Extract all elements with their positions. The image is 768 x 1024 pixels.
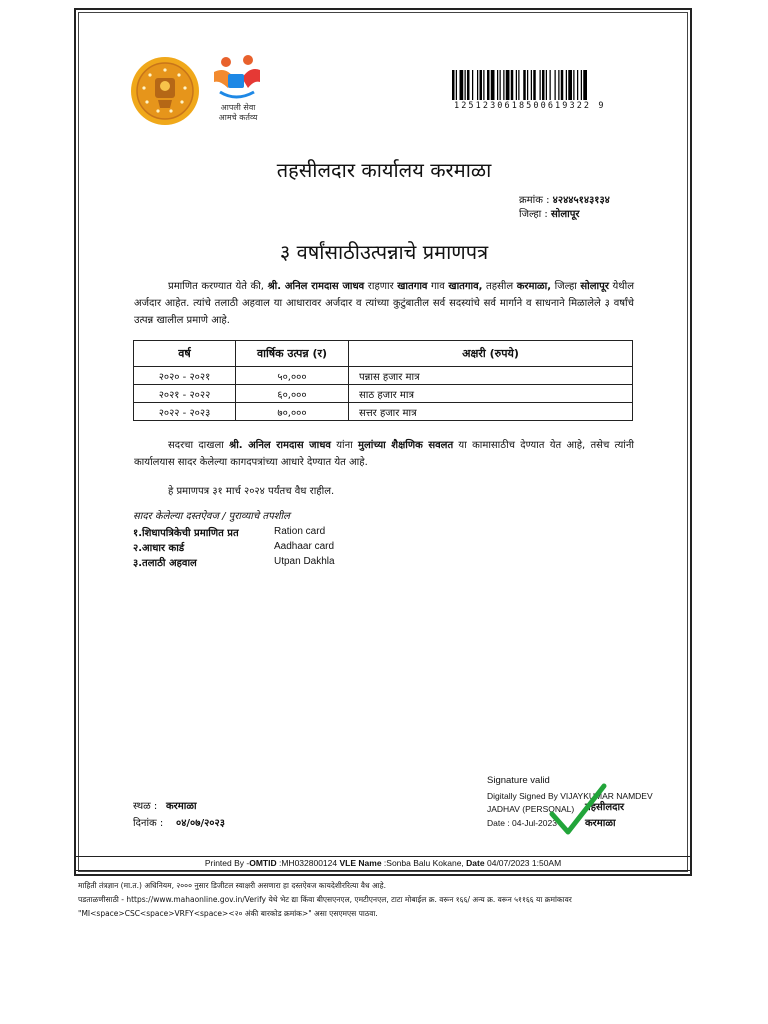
reference-district-label: जिल्हा :: [519, 209, 548, 220]
omtid-label: OMTID: [249, 858, 277, 868]
income-cell: ५०,०००: [236, 367, 349, 385]
logo-caption: [206, 103, 270, 123]
income-table: [133, 340, 633, 421]
signature-line: JADHAV (PERSONAL): [487, 804, 575, 814]
words-cell: साठ हजार मात्र: [349, 385, 633, 403]
logo-caption-line2: आमचे कर्तव्य: [218, 113, 258, 122]
purpose-text: या कामासाठीच देण्यात येत आहे, तसेच त्यांनी कार्यालयास सादर केलेल्या कागदपत्रांच्या आधारे देण्यात येत आहे.: [134, 440, 634, 468]
intro-text: गाव: [431, 281, 445, 292]
words-cell: पन्नास हजार मात्र: [349, 367, 633, 385]
reference-number-label: क्रमांक :: [519, 195, 550, 206]
intro-paragraph: [134, 278, 634, 329]
document-value: Aadhaar card: [274, 541, 335, 552]
village-name: खातगाव,: [448, 281, 483, 292]
year-cell: २०२० - २०२१: [134, 367, 236, 385]
omtid-value: :MH032800124: [278, 858, 338, 868]
document-label: १.शिधापत्रिकेची प्रमाणित प्रत: [133, 528, 239, 539]
column-header: अक्षरी (रुपये): [349, 341, 633, 367]
certificate-title: ३ वर्षांसाठीउत्पन्नाचे प्रमाणपत्र: [279, 240, 489, 264]
footnote-line: पडताळणीसाठी - https://www.mahaonline.gov.in/Verify येथे भेट द्या किंवा बीएसएनएल, एमटीएनएल, टाटा मोबाईल क्र. वरून १६६/ अन्य क्र. वरून ५११६६ या क्रमांकावर: [78, 895, 572, 904]
words-cell: सत्तर हजार मात्र: [349, 403, 633, 421]
income-cell: ६०,०००: [236, 385, 349, 403]
document-value: Ration card: [274, 526, 326, 537]
table-row: [134, 385, 633, 403]
district-name: सोलापूर: [580, 281, 609, 292]
office-title: तहसीलदार कार्यालय करमाळा: [276, 158, 492, 182]
signature-check-icon: [548, 782, 608, 838]
signature-line: Date : 04-Jul-2023: [487, 818, 557, 828]
table-row: [134, 367, 633, 385]
footnote-line: माहिती तंत्रज्ञान (मा.त.) अधिनियम, २००० नुसार डिजीटल स्वाक्षरी असणारा हा दस्तऐवज कायदेशीररित्या वैध आहे.: [78, 881, 387, 890]
reference-number: [519, 192, 610, 206]
signature-valid-text: Signature valid: [487, 775, 550, 786]
intro-text: येथील अर्जदार आहेत. त्यांचे तलाठी अहवाल या आधारावर अर्जदार व त्यांच्या कुटुंबातील सर्व सदस्यांचे सर्व मार्गाने व साधनाने मिळालेले ३ वर्षांचे उत्पन्न खालील प्रमाणे आहे.: [134, 281, 635, 326]
intro-text: जिल्हा: [554, 281, 577, 292]
reference-district-value: सोलापूर: [550, 209, 580, 220]
document-label: ३.तलाठी अहवाल: [133, 558, 197, 569]
place-value: करमाळा: [166, 801, 197, 812]
barcode-icon: [452, 70, 638, 100]
column-header: वार्षिक उत्पन्न (र): [236, 341, 349, 367]
logo-caption-line1: आपली सेवा: [220, 103, 256, 112]
maharashtra-emblem-icon: [130, 56, 200, 126]
intro-text: प्रमाणित करण्यात येते की,: [168, 281, 264, 292]
documents-heading: सादर केलेल्या दस्तऐवज / पुराव्याचे तपशील: [133, 511, 290, 522]
year-cell: २०२१ - २०२२: [134, 385, 236, 403]
village-name: खातगाव: [397, 281, 428, 292]
column-header: वर्ष: [134, 341, 236, 367]
vle-label: VLE Name: [339, 858, 382, 868]
printed-by-label: Printed By -: [204, 858, 250, 868]
applicant-name: श्री. अनिल रामदास जाधव: [267, 281, 365, 292]
printed-by-bar: [76, 856, 690, 871]
income-table-header: [134, 341, 633, 367]
reference-number-value: ४२४४५१४३१३४: [552, 195, 610, 206]
applicant-name: श्री. अनिल रामदास जाधव: [229, 440, 331, 451]
income-cell: ७०,०००: [236, 403, 349, 421]
tahsil-name: करमाळा,: [516, 281, 552, 292]
reference-district: [519, 206, 579, 220]
print-date-value: 04/07/2023 1:50AM: [486, 858, 562, 868]
table-row: [134, 403, 633, 421]
purpose-text: सदरचा दाखला: [168, 440, 224, 451]
print-date-label: Date: [466, 858, 485, 868]
vle-value: :Sonba Balu Kokane,: [383, 858, 464, 868]
intro-text: तहसील: [486, 281, 514, 292]
footnote-line: "MI<space>CSC<space>VRFY<space><२० अंकी बारकोड क्रमांक>" असा एसएमएस पाठवा.: [78, 909, 378, 918]
signature-line: Digitally Signed By VIJAYKUMAR NAMDEV: [487, 791, 653, 801]
validity-text: हे प्रमाणपत्र ३१ मार्च २०२४ पर्यंतच वैध राहील.: [168, 486, 335, 497]
purpose-text: यांना: [336, 440, 353, 451]
place-label: स्थळ :: [133, 801, 158, 812]
date-label: दिनांक :: [133, 818, 164, 829]
document-value: Utpan Dakhla: [274, 556, 335, 567]
intro-text: राहणार: [367, 281, 394, 292]
signatory-office: करमाळा: [585, 818, 616, 829]
signatory-title: तहसीलदार: [585, 802, 625, 813]
year-cell: २०२२ - २०२३: [134, 403, 236, 421]
document-label: २.आधार कार्ड: [133, 543, 185, 554]
purpose-value: मुलांच्या शैक्षणिक सवलत: [358, 440, 454, 451]
purpose-paragraph: [134, 437, 634, 471]
date-value: ०४/०७/२०२३: [176, 818, 225, 829]
barcode-number: 1251230618500619322 9: [454, 101, 606, 111]
